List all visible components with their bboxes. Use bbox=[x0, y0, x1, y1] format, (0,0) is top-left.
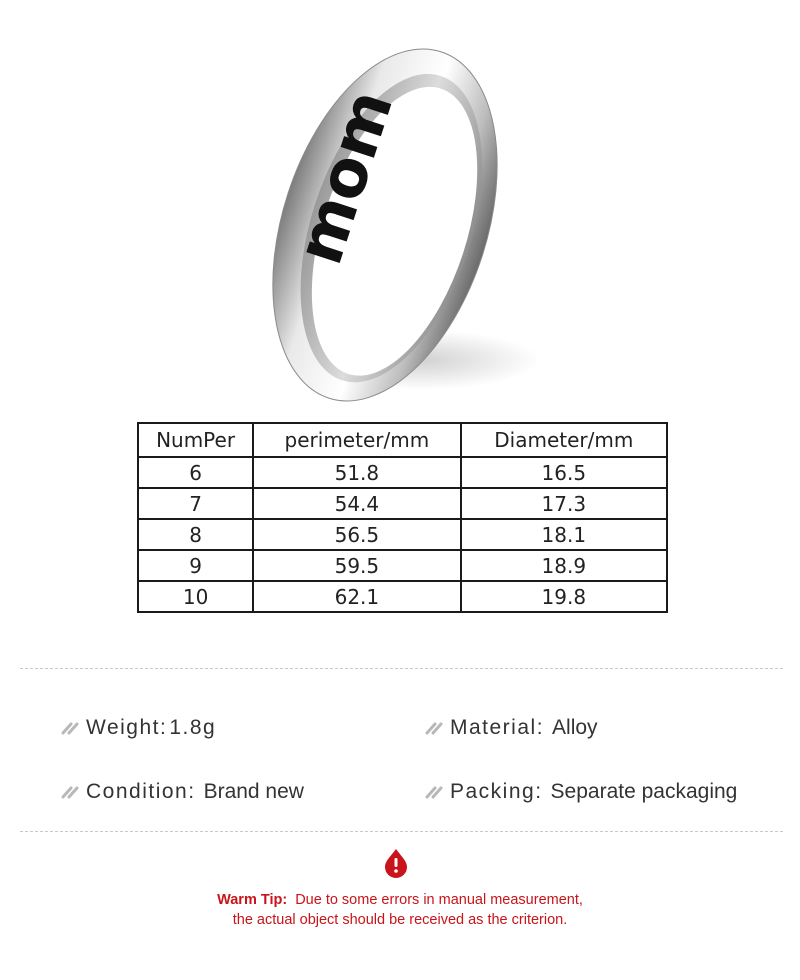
spec-weight-label: Weight: bbox=[86, 716, 168, 739]
warm-tip-line1: Due to some errors in manual measurement, bbox=[295, 892, 583, 908]
warning-drop-icon bbox=[383, 848, 409, 878]
table-row bbox=[138, 457, 667, 488]
diameter-cell: 19.8 bbox=[461, 581, 667, 612]
spec-weight-value: 1.8g bbox=[169, 716, 217, 739]
warm-tip-line2: the actual object should be received as the criterion. bbox=[232, 912, 568, 928]
spec-condition-value: Brand new bbox=[203, 780, 304, 803]
size-cell: 10 bbox=[138, 581, 253, 612]
header-perimeter: perimeter/mm bbox=[253, 423, 460, 457]
diameter-cell: 17.3 bbox=[461, 488, 667, 519]
warm-tip bbox=[0, 890, 800, 930]
divider bbox=[20, 831, 783, 832]
size-cell: 6 bbox=[138, 457, 253, 488]
size-cell: 8 bbox=[138, 519, 253, 550]
spec-material-label: Material: bbox=[450, 716, 545, 739]
header-diameter: Diameter/mm bbox=[461, 423, 667, 457]
spec-condition-label: Condition: bbox=[86, 780, 196, 803]
spec-condition bbox=[60, 780, 304, 804]
spec-packing bbox=[424, 780, 737, 804]
perimeter-cell: 56.5 bbox=[253, 519, 460, 550]
table-header-row bbox=[138, 423, 667, 457]
double-slash-bullet-icon bbox=[424, 785, 446, 799]
size-cell: 7 bbox=[138, 488, 253, 519]
diameter-cell: 16.5 bbox=[461, 457, 667, 488]
perimeter-cell: 54.4 bbox=[253, 488, 460, 519]
double-slash-bullet-icon bbox=[424, 721, 446, 735]
spec-weight bbox=[60, 716, 216, 740]
spec-material-value: Alloy bbox=[552, 716, 598, 739]
perimeter-cell: 51.8 bbox=[253, 457, 460, 488]
divider bbox=[20, 668, 783, 669]
size-cell: 9 bbox=[138, 550, 253, 581]
table-row bbox=[138, 488, 667, 519]
spec-packing-label: Packing: bbox=[450, 780, 543, 803]
perimeter-cell: 59.5 bbox=[253, 550, 460, 581]
header-size-number: NumPer bbox=[138, 423, 253, 457]
spec-material bbox=[424, 716, 598, 740]
ring-size-table bbox=[137, 422, 668, 613]
diameter-cell: 18.9 bbox=[461, 550, 667, 581]
diameter-cell: 18.1 bbox=[461, 519, 667, 550]
ring-product-image bbox=[0, 0, 800, 420]
spec-packing-value: Separate packaging bbox=[550, 780, 738, 803]
warm-tip-label: Warm Tip: bbox=[217, 892, 288, 908]
table-row bbox=[138, 519, 667, 550]
double-slash-bullet-icon bbox=[60, 721, 82, 735]
warm-tip-line1-wrap bbox=[0, 890, 800, 910]
table-row bbox=[138, 581, 667, 612]
ring-engraving: mom bbox=[282, 81, 409, 273]
table-row bbox=[138, 550, 667, 581]
double-slash-bullet-icon bbox=[60, 785, 82, 799]
perimeter-cell: 62.1 bbox=[253, 581, 460, 612]
